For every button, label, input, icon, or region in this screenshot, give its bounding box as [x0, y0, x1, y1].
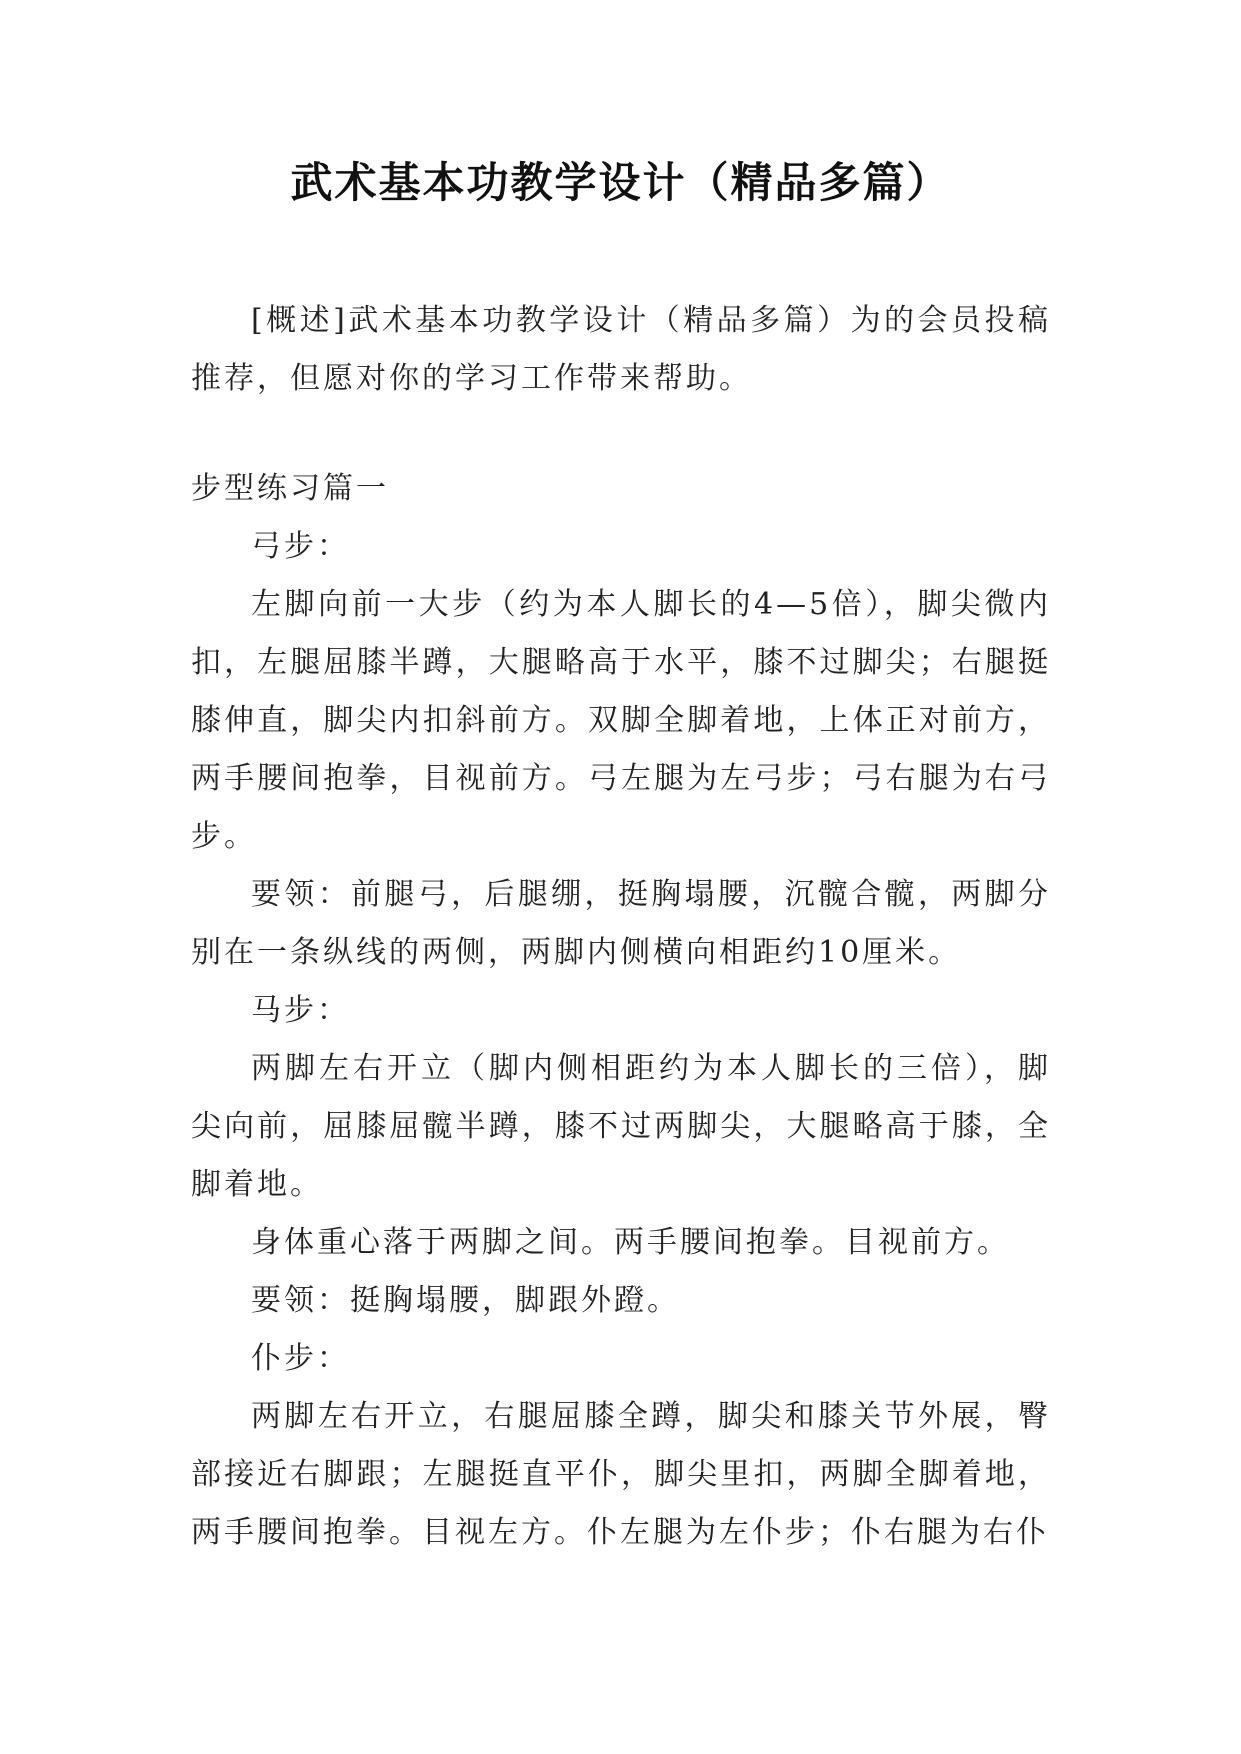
paragraph: 左脚向前一大步（约为本人脚长的4—5倍），脚尖微内扣，左腿屈膝半蹲，大腿略高于水平，膝不过脚尖；右腿挺膝伸直，脚尖内扣斜前方。双脚全脚着地，上体正对前方，两手腰间抱拳，目视前方。弓左腿为左弓步；弓右腿为右弓步。 [191, 587, 1051, 854]
paragraph: 要领：前腿弓，后腿绷，挺胸塌腰，沉髋合髋，两脚分别在一条纵线的两侧，两脚内侧横向相距约10厘米。 [191, 877, 1051, 970]
subheading-horse-stance: 马步： [251, 993, 350, 1028]
paragraph: 两脚左右开立（脚内侧相距约为本人脚长的三倍），脚尖向前，屈膝屈髋半蹲，膝不过两脚尖，大腿略高于膝，全脚着地。 [191, 1051, 1051, 1202]
subheading-crouch-stance: 仆步： [251, 1341, 350, 1376]
paragraph: 身体重心落于两脚之间。两手腰间抱拳。目视前方。 [251, 1225, 1010, 1260]
document-body [191, 292, 1051, 1562]
paragraph: 两脚左右开立，右腿屈膝全蹲，脚尖和膝关节外展，臀部接近右脚跟；左腿挺直平仆，脚尖里扣，两脚全脚着地，两手腰间抱拳。目视左方。仆左腿为左仆步；仆右腿为右仆 [191, 1399, 1051, 1550]
paragraph: 要领：挺胸塌腰，脚跟外蹬。 [251, 1283, 680, 1318]
section-heading: 步型练习篇一 [191, 471, 389, 506]
document-title: 武术基本功教学设计（精品多篇） [290, 158, 951, 207]
subheading-bow-stance: 弓步： [251, 529, 350, 564]
summary-paragraph: [概述]武术基本功教学设计（精品多篇）为的会员投稿推荐，但愿对你的学习工作带来帮助。 [191, 303, 1051, 396]
spacer [191, 408, 1051, 460]
